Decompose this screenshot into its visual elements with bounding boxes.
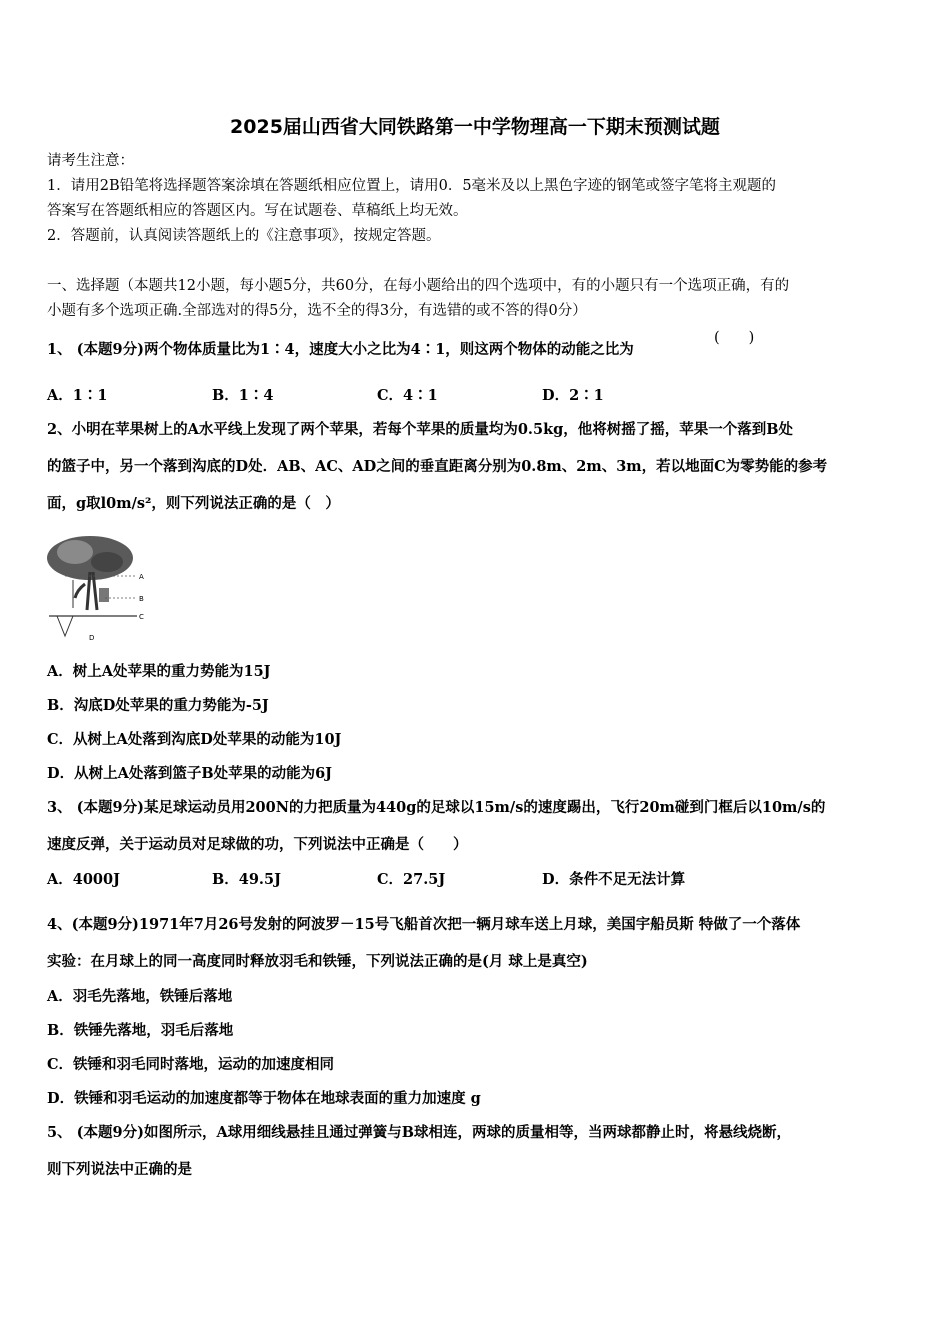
q5-stem-2: 则下列说法中正确的是 — [47, 1161, 192, 1178]
notice-item-1a: 1．请用2B铅笔将选择题答案涂填在答题纸相应位置上，请用0．5毫米及以上黑色字迹的钢笔或签字笔将主观题的 — [47, 178, 777, 194]
label-a: A — [139, 573, 144, 581]
q4-stem-1: 4、(本题9分)1971年7月26号发射的阿波罗－15号飞船首次把一辆月球车送上月球，美国宇船员斯 特做了一个落体 — [47, 916, 801, 933]
label-b: B — [139, 595, 144, 603]
section-intro-2: 小题有多个选项正确.全部选对的得5分，选不全的得3分，有选错的或不答的得0分） — [47, 303, 587, 319]
q2-option-c: C．从树上A处落到沟底D处苹果的动能为10J — [47, 731, 342, 748]
q1-option-d: D．2∶1 — [542, 387, 604, 404]
q4-option-c: C．铁锤和羽毛同时落地，运动的加速度相同 — [47, 1056, 335, 1073]
q1-option-a: A．1∶1 — [47, 387, 108, 404]
ditch — [57, 616, 73, 636]
q3-option-d: D．条件不足无法计算 — [542, 871, 686, 888]
canopy-highlight — [57, 540, 93, 564]
q3-option-a: A．4000J — [47, 871, 120, 888]
q4-option-b: B．铁锤先落地，羽毛后落地 — [47, 1022, 234, 1039]
q3-stem-2: 速度反弹，关于运动员对足球做的功，下列说法中正确是（ ） — [47, 836, 468, 853]
notice-heading: 请考生注意： — [47, 153, 134, 169]
q3-option-c: C．27.5J — [377, 871, 446, 888]
q4-option-d: D．铁锤和羽毛运动的加速度都等于物体在地球表面的重力加速度 g — [47, 1090, 481, 1107]
q2-option-b: B．沟底D处苹果的重力势能为-5J — [47, 697, 269, 714]
label-c: C — [139, 613, 144, 621]
q3-stem-1: 3、 (本题9分)某足球运动员用200N的力把质量为440g的足球以15m/s的速度踢出，飞行20m碰到门框后以10m/s的 — [47, 799, 826, 816]
q4-stem-2: 实验：在月球上的同一高度同时释放羽毛和铁锤，下列说法正确的是(月 球上是真空) — [47, 953, 588, 970]
notice-item-2: 2．答题前，认真阅读答题纸上的《注意事项》，按规定答题。 — [47, 228, 441, 244]
q2-stem-1: 2、小明在苹果树上的A水平线上发现了两个苹果，若每个苹果的质量均为0.5kg，他将树摇了摇，苹果一个落到B处 — [47, 421, 794, 438]
q2-option-a: A．树上A处苹果的重力势能为15J — [47, 663, 271, 680]
section-intro-1: 一、选择题（本题共12小题，每小题5分，共60分，在每小题给出的四个选项中，有的小题只有一个选项正确，有的 — [47, 278, 790, 294]
q2-option-d: D．从树上A处落到篮子B处苹果的动能为6J — [47, 765, 333, 782]
q1-option-b: B．1∶4 — [212, 387, 274, 404]
q4-option-a: A．羽毛先落地，铁锤后落地 — [47, 988, 233, 1005]
q1-stem — [47, 340, 634, 360]
q5-stem-1: 5、 (本题9分)如图所示，A球用细线悬挂且通过弹簧与B球相连，两球的质量相等，当两球都静止时，将悬线烧断， — [47, 1124, 791, 1141]
q3-option-b: B．49.5J — [212, 871, 281, 888]
q2-stem-3: 面，g取l0m/s²，则下列说法正确的是（ ） — [47, 495, 340, 512]
label-d: D — [89, 634, 95, 642]
q1-answer-blank: ( ) — [714, 330, 755, 346]
apple-basket — [99, 588, 109, 602]
notice-item-1b: 答案写在答题纸相应的答题区内。写在试题卷、草稿纸上均无效。 — [47, 203, 468, 219]
canopy-shadow — [91, 552, 123, 572]
q1-option-c: C．4∶1 — [377, 387, 438, 404]
page-title: 2025届山西省大同铁路第一中学物理高一下期末预测试题 — [230, 116, 720, 138]
apple-tree-figure — [45, 532, 153, 644]
q2-stem-2: 的篮子中，另一个落到沟底的D处．AB、AC、AD之间的垂直距离分别为0.8m、2m、3m，若以地面C为零势能的参考 — [47, 458, 828, 475]
q1-stem-text: 1、 (本题9分)两个物体质量比为1∶4，速度大小之比为4∶1，则这两个物体的动能之比为 — [47, 341, 634, 358]
